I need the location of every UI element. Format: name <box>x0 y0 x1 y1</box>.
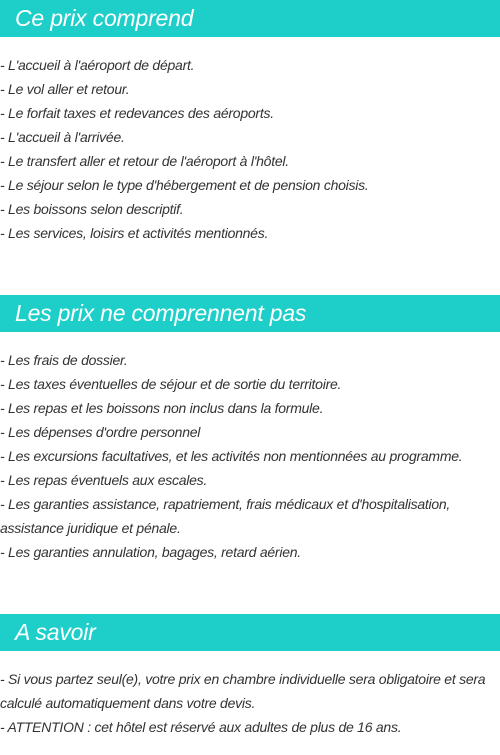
section-title: Les prix ne comprennent pas <box>15 300 307 326</box>
list-item: - Les boissons selon descriptif. <box>0 201 184 217</box>
section-header-price-excludes <box>0 295 500 332</box>
list-item: - Les excursions facultatives, et les activités non mentionnées au programme. <box>0 448 463 464</box>
section-header-price-includes <box>0 0 500 37</box>
list-item: - ATTENTION : cet hôtel est réservé aux adultes de plus de 16 ans. <box>0 719 402 735</box>
list-item: - Le transfert aller et retour de l'aéroport à l'hôtel. <box>0 153 289 169</box>
list-item: - Les services, loisirs et activités mentionnés. <box>0 225 269 241</box>
list-item: - Les repas et les boissons non inclus dans la formule. <box>0 400 324 416</box>
list-item: - Les garanties assistance, rapatriement, frais médicaux et d'hospitalisation, assistance juridique et pénale. <box>0 496 451 536</box>
list-item: - L'accueil à l'aéroport de départ. <box>0 57 195 73</box>
section-title: Ce prix comprend <box>15 5 194 31</box>
list-item: - Les dépenses d'ordre personnel <box>0 424 201 440</box>
list-item: - Les taxes éventuelles de séjour et de sortie du territoire. <box>0 376 342 392</box>
price-includes-list <box>0 53 500 245</box>
list-item: - Les frais de dossier. <box>0 352 128 368</box>
list-item: - Le forfait taxes et redevances des aéroports. <box>0 105 274 121</box>
section-title: A savoir <box>15 619 96 645</box>
list-item: - Les repas éventuels aux escales. <box>0 472 208 488</box>
list-item: - Si vous partez seul(e), votre prix en chambre individuelle sera obligatoire et sera calculé automatiquement dans votre devis. <box>0 671 486 711</box>
list-item: - Le séjour selon le type d'hébergement et de pension choisis. <box>0 177 369 193</box>
good-to-know-list <box>0 667 500 739</box>
list-item: - Le vol aller et retour. <box>0 81 130 97</box>
section-header-good-to-know <box>0 614 500 651</box>
list-item: - Les garanties annulation, bagages, retard aérien. <box>0 544 301 560</box>
price-excludes-list <box>0 348 500 564</box>
list-item: - L'accueil à l'arrivée. <box>0 129 125 145</box>
